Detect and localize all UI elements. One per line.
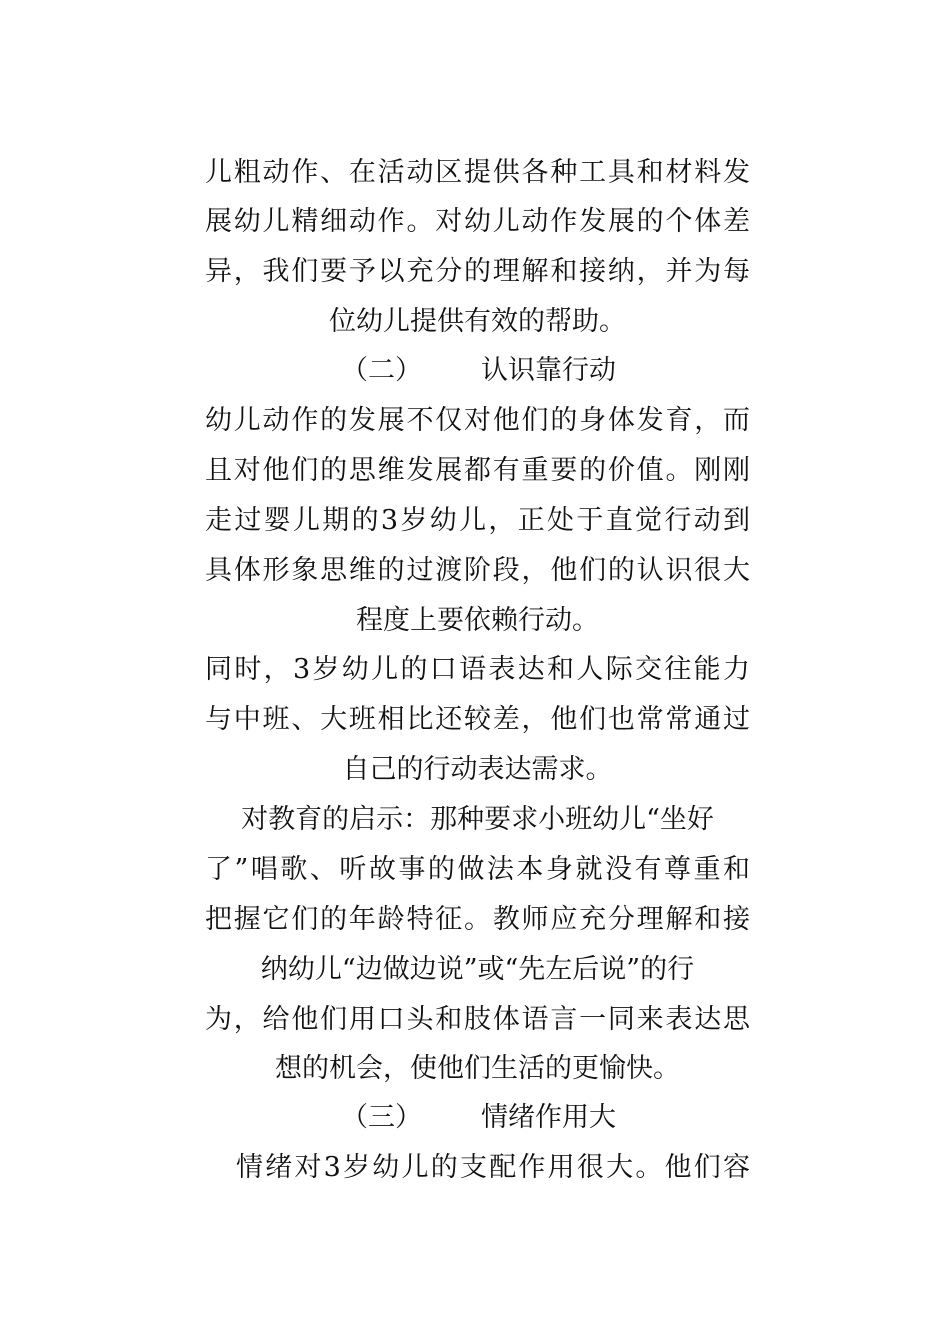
paragraph-line: 异，我们要予以充分的理解和接纳，并为每 — [205, 256, 750, 287]
paragraph-line: 幼儿动作的发展不仅对他们的身体发育，而 — [205, 405, 750, 436]
section-title: 认识靠行动 — [481, 355, 616, 386]
paragraph-line: 纳幼儿“边做边说”或“先左后说”的行 — [260, 954, 695, 985]
paragraph-line: 展幼儿精细动作。对幼儿动作发展的个体差 — [205, 206, 750, 237]
paragraph-line: 与中班、大班相比还较差，他们也常常通过 — [205, 704, 750, 735]
paragraph-line: 为，给他们用口头和肢体语言一同来表达思 — [205, 1004, 750, 1035]
paragraph-line: 走过婴儿期的3岁幼儿，正处于直觉行动到 — [205, 505, 750, 536]
paragraph-line: 自己的行动表达需求。 — [342, 754, 613, 785]
section-title: 情绪作用大 — [481, 1102, 616, 1133]
section-heading-3 — [205, 1093, 750, 1143]
paragraph-line: 情绪对3岁幼儿的支配作用很大。他们容 — [236, 1152, 750, 1183]
section-heading-2 — [205, 346, 750, 396]
paragraph-line: 儿粗动作、在活动区提供各种工具和材料发 — [205, 157, 750, 188]
paragraph-line: 想的机会，使他们生活的更愉快。 — [275, 1053, 680, 1084]
paragraph-line: 了”唱歌、听故事的做法本身就没有尊重和 — [205, 854, 750, 885]
paragraph-line: 且对他们的思维发展都有重要的价值。刚刚 — [205, 455, 750, 486]
paragraph-line: 对教育的启示：那种要求小班幼儿“坐好 — [241, 804, 714, 835]
paragraph-line: 同时，3岁幼儿的口语表达和人际交往能力 — [205, 654, 750, 685]
paragraph-line: 把握它们的年龄特征。教师应充分理解和接 — [205, 904, 750, 935]
paragraph-line: 程度上要依赖行动。 — [356, 605, 599, 636]
section-number: （二） — [341, 355, 422, 386]
section-number: （三） — [341, 1102, 422, 1133]
paragraph-line: 位幼儿提供有效的帮助。 — [329, 306, 626, 337]
paragraph-line: 具体形象思维的过渡阶段，他们的认识很大 — [205, 555, 750, 586]
